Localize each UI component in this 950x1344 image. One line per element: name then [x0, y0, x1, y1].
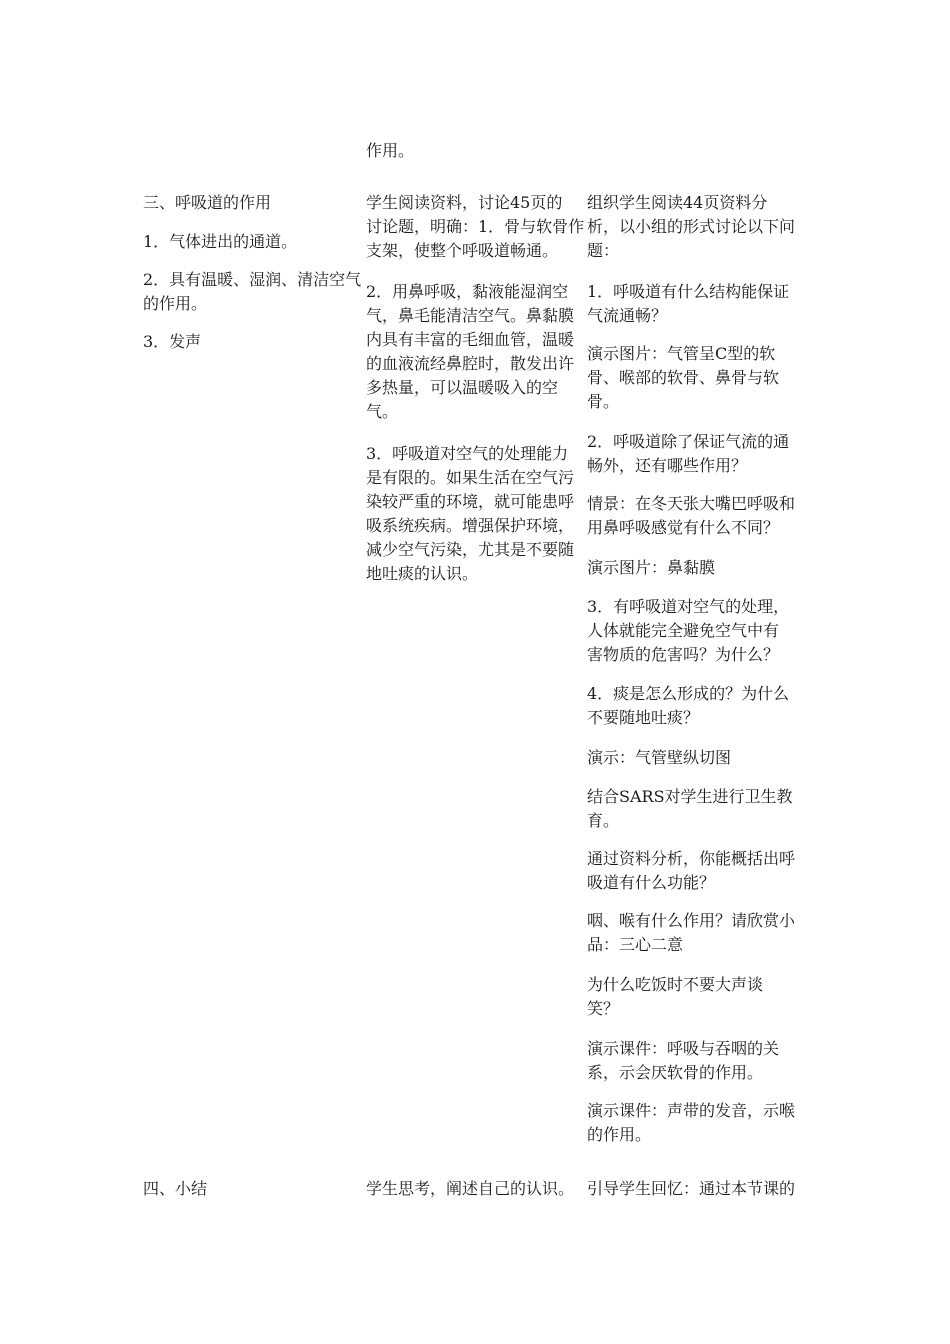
col3-line: 人体就能完全避免空气中有 [587, 621, 780, 640]
col3-line: 3．有呼吸道对空气的处理， [587, 597, 790, 616]
col2-p3-line: 染较严重的环境，就可能患呼 [366, 492, 575, 511]
col3-line: 品：三心二意 [587, 935, 684, 954]
section-3-item-3: 3．发声 [143, 332, 202, 351]
col3-line: 通过资料分析，你能概括出呼 [587, 849, 796, 868]
col3-line: 情景：在冬天张大嘴巴呼吸和 [587, 494, 796, 513]
col3-line: 演示：气管壁纵切图 [587, 748, 732, 767]
col2-p2-line: 多热量，可以温暖吸入的空 [366, 378, 559, 397]
col3-line: 畅外，还有哪些作用？ [587, 456, 748, 475]
col2-p2-line: 内具有丰富的毛细血管，温暖 [366, 330, 575, 349]
col3-line: 演示课件：呼吸与吞咽的关 [587, 1039, 780, 1058]
col2-top-line: 作用。 [366, 141, 415, 160]
col3-line: 2．呼吸道除了保证气流的通 [587, 432, 790, 451]
col2-p3-line: 吸系统疾病。增强保护环境， [366, 516, 575, 535]
col3-line: 的作用。 [587, 1125, 652, 1144]
col3-line: 1．呼吸道有什么结构能保证 [587, 282, 790, 301]
col3-line: 系，示会厌软骨的作用。 [587, 1063, 764, 1082]
col2-p3-line: 地吐痰的认识。 [366, 564, 479, 583]
col3-line: 4．痰是怎么形成的？为什么 [587, 684, 790, 703]
col3-line: 吸道有什么功能？ [587, 873, 716, 892]
col3-line: 演示图片：鼻黏膜 [587, 558, 716, 577]
col2-summary-line: 学生思考，阐述自己的认识。 [366, 1179, 575, 1198]
col3-line: 害物质的危害吗？为什么？ [587, 645, 780, 664]
col2-p2-line: 气，鼻毛能清洁空气。鼻黏膜 [366, 306, 575, 325]
section-3-heading: 三、呼吸道的作用 [143, 193, 272, 212]
col3-line: 题： [587, 241, 620, 260]
section-4-heading: 四、小结 [143, 1179, 208, 1198]
col2-p3-line: 3．呼吸道对空气的处理能力 [366, 444, 569, 463]
col2-p1-line: 学生阅读资料，讨论45页的 [366, 193, 563, 212]
section-3-item-2-line-1: 2．具有温暖、湿润、清洁空气 [143, 270, 362, 289]
col3-line: 咽、喉有什么作用？请欣赏小 [587, 911, 796, 930]
col3-line: 笑？ [587, 999, 620, 1018]
col3-line: 气流通畅？ [587, 306, 668, 325]
section-3-item-2-line-2: 的作用。 [143, 294, 208, 313]
col3-line: 不要随地吐痰？ [587, 708, 700, 727]
section-3-item-1: 1．气体进出的通道。 [143, 232, 298, 251]
col3-line: 骨。 [587, 392, 620, 411]
col2-p2-line: 的血液流经鼻腔时，散发出许 [366, 354, 575, 373]
col3-line: 组织学生阅读44页资料分 [587, 193, 768, 212]
col3-line: 结合SARS对学生进行卫生教 [587, 787, 793, 806]
col3-line: 用鼻呼吸感觉有什么不同？ [587, 518, 780, 537]
col2-p3-line: 减少空气污染，尤其是不要随 [366, 540, 575, 559]
col3-line: 育。 [587, 811, 620, 830]
col3-line: 引导学生回忆：通过本节课的 [587, 1179, 796, 1198]
col3-line: 析，以小组的形式讨论以下问 [587, 217, 796, 236]
col3-line: 演示图片：气管呈C型的软 [587, 344, 776, 363]
col2-p3-line: 是有限的。如果生活在空气污 [366, 468, 575, 487]
col2-p2-line: 2．用鼻呼吸，黏液能湿润空 [366, 282, 569, 301]
col3-line: 演示课件：声带的发音，示喉 [587, 1101, 796, 1120]
col2-p2-line: 气。 [366, 402, 399, 421]
col2-p1-line: 讨论题，明确：1．骨与软骨作 [366, 217, 585, 236]
col2-p1-line: 支架，使整个呼吸道畅通。 [366, 241, 559, 260]
col3-line: 骨、喉部的软骨、鼻骨与软 [587, 368, 780, 387]
col3-line: 为什么吃饭时不要大声谈 [587, 975, 764, 994]
